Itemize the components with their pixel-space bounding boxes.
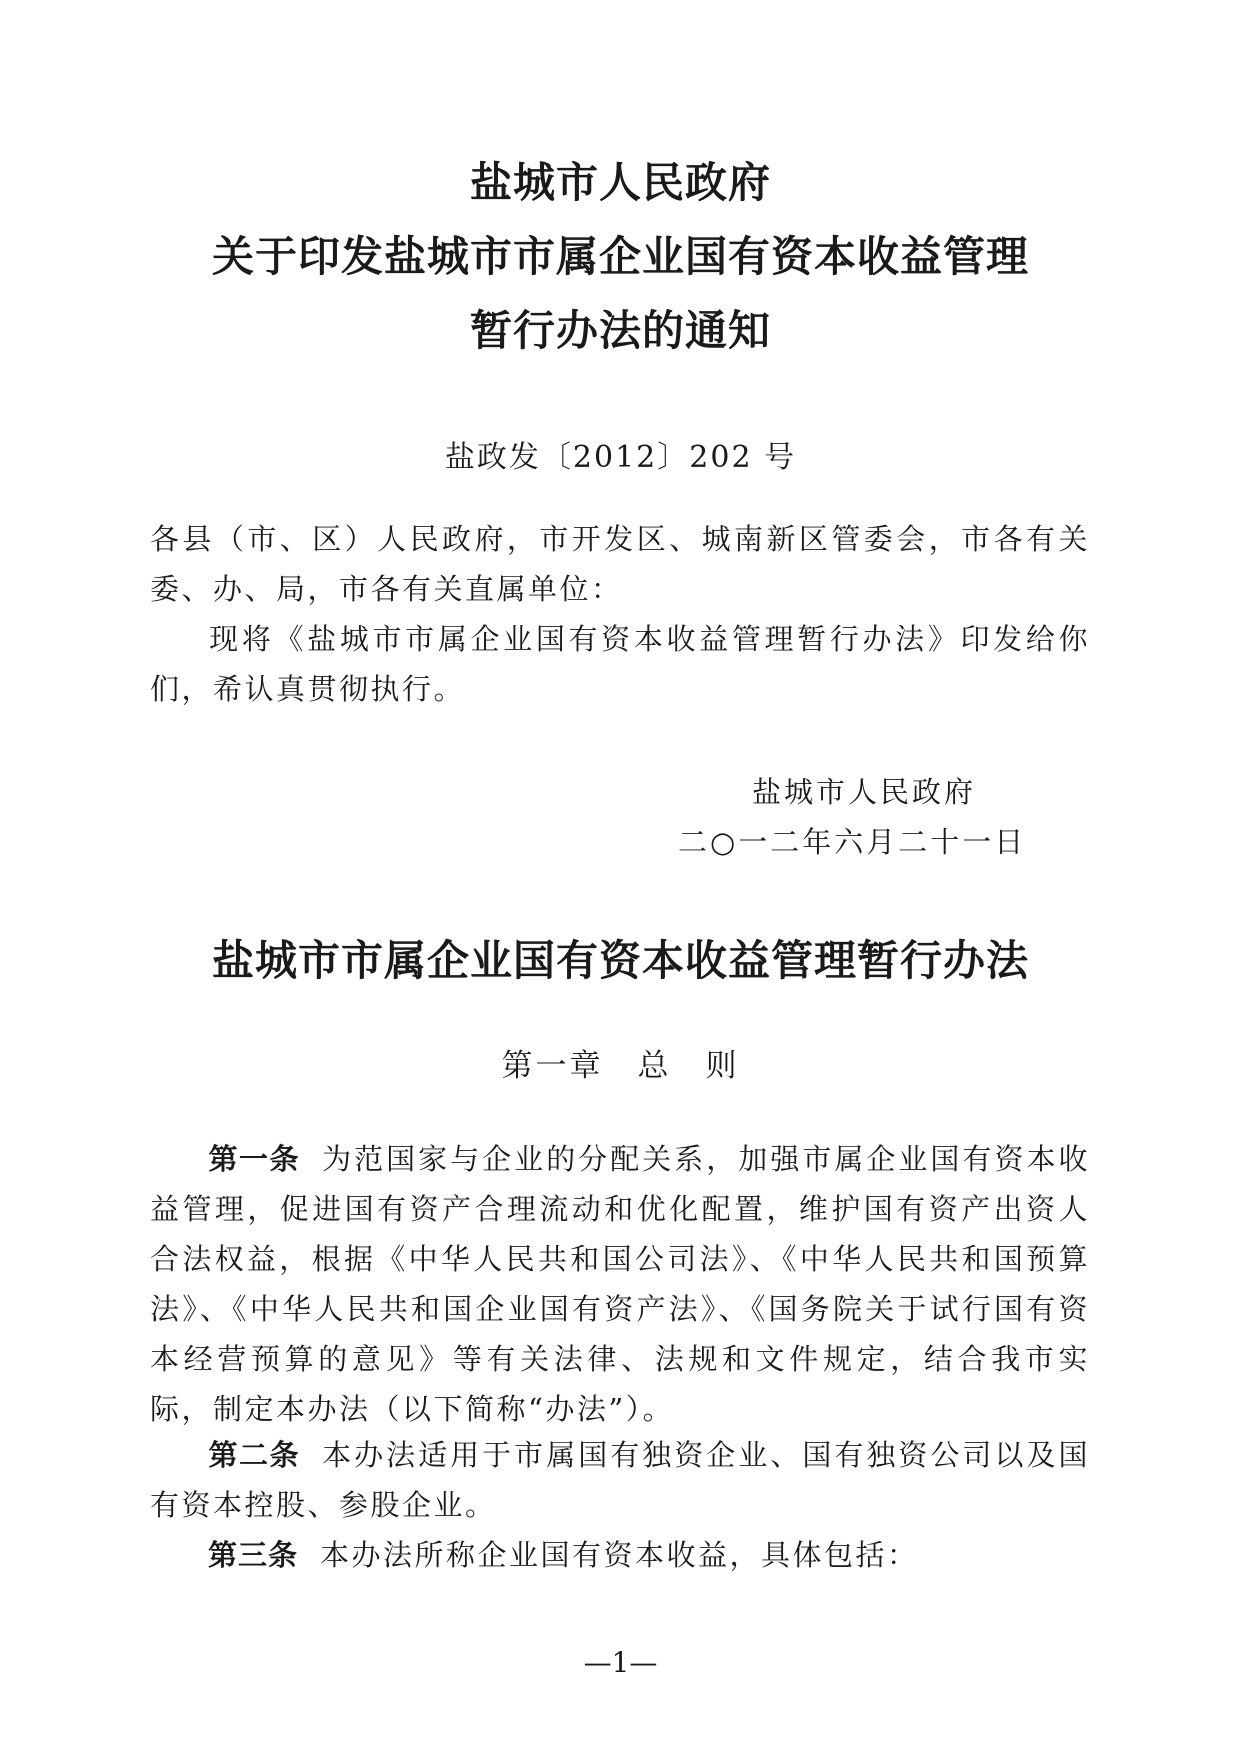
signature-organization: 盐城市人民政府 (752, 775, 977, 809)
article-1-text: 为范国家与企业的分配关系，加强市属企业国有资本收益管理，促进国有资产合理流动和优化配置，维护国有资产出资人合法权益，根据《中华人民共和国公司法》、《中华人民共和国预算法》、《中华人民共和国企业国有资产法》、《国务院关于试行国有资本经营预算的意见》等有关法律、法规和文件规定，结合我市实际，制定本办法（以下简称“办法”）。 (150, 1142, 1090, 1426)
article-3-text: 本办法所称企业国有资本收益，具体包括： (320, 1538, 919, 1572)
article-1-heading: 第一条 (208, 1142, 301, 1176)
notice-title-line-3: 暂行办法的通知 (469, 306, 771, 355)
article-2-text: 本办法适用于市属国有独资企业、国有独资公司以及国有资本控股、参股企业。 (150, 1438, 1090, 1522)
article-2 (150, 1430, 1090, 1530)
notice-title (0, 146, 1241, 368)
recipients-paragraph: 各县（市、区）人民政府，市开发区、城南新区管委会，市各有关委、办、局，市各有关直属单位： (150, 522, 1090, 606)
article-1 (150, 1134, 1090, 1434)
notice-title-line-1: 盐城市人民政府 (469, 158, 771, 207)
article-2-heading: 第二条 (208, 1438, 301, 1472)
measures-title: 盐城市市属企业国有资本收益管理暂行办法 (211, 936, 1029, 985)
document-number: 盐政发〔2012〕202 号 (444, 440, 797, 475)
article-3 (150, 1530, 1090, 1580)
page-number: —1— (583, 1646, 658, 1679)
chapter-heading: 第一章 总 则 (501, 1048, 740, 1084)
article-3-heading: 第三条 (208, 1538, 299, 1572)
notice-title-line-2: 关于印发盐城市市属企业国有资本收益管理 (211, 232, 1029, 281)
signature-date: 二○一二年六月二十一日 (678, 825, 1027, 859)
notice-body-paragraph (150, 614, 1090, 714)
notice-body-text: 现将《盐城市市属企业国有资本收益管理暂行办法》印发给你们，希认真贯彻执行。 (150, 622, 1090, 706)
